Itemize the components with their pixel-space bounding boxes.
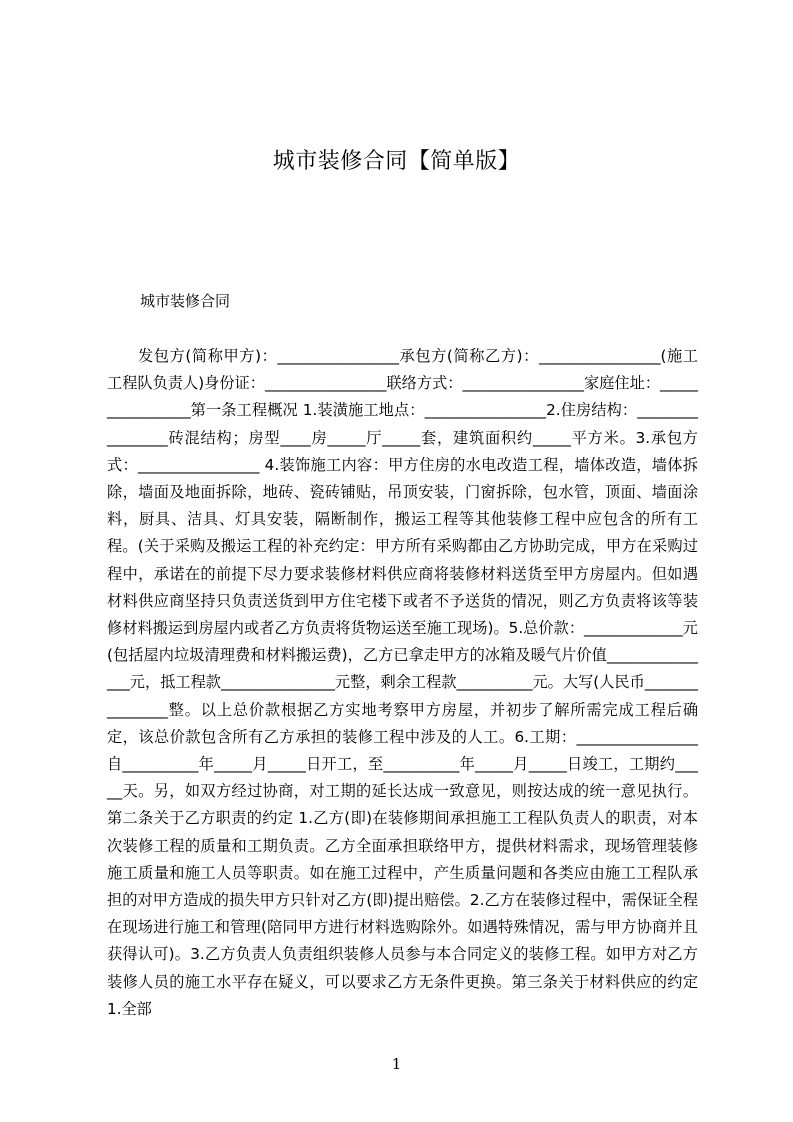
- page-number: 1: [391, 1055, 402, 1073]
- contract-body-paragraph: 发包方(简称甲方)：________________承包方(简称乙方)：________________(施工工程队负责人)身份证：________________联络方式：________________家庭住址：________________第一条工程概况 1.装潢施工地点：________________2.住房结构：________________砖混结构；房型____房_____厅_____套，建筑面积约_____平方米。3.承包方式：________________ 4.装饰施工内容：甲方住房的水电改造工程，墙体改造，墙体拆除，墙面及地面拆除，地砖、瓷砖铺贴，吊顶安装，门窗拆除，包水管，顶面、墙面涂料，厨具、洁具、灯具安装，隔断制作，搬运工程等其他装修工程中应包含的所有工程。(关于采购及搬运工程的补充约定：甲方所有采购都由乙方协助完成，甲方在采购过程中，承诺在的前提下尽力要求装修材料供应商将装修材料送货至甲方房屋内。但如遇材料供应商坚持只负责送货到甲方住宅楼下或者不予送货的情况，则乙方负责将该等装修材料搬运到房屋内或者乙方负责将货物运送至施工现场)。5.总价款：_____________元(包括屋内垃圾清理费和材料搬运费)，乙方已拿走甲方的冰箱及暖气片价值_______________元，抵工程款_______________元整，剩余工程款__________元。大写(人民币_______________整。以上总价款根据乙方实地考察甲方房屋，并初步了解所需完成工程后确定，该总价款包含所有乙方承担的装修工程中涉及的人工。6.工期：________________自__________年_____月_____日开工，至__________年_____月_____日竣工，工期约_____天。另，如双方经过协商，对工期的延长达成一致意见，则按达成的统一意见执行。第二条关于乙方职责的约定 1.乙方(即)在装修期间承担施工工程队负责人的职责，对本次装修工程的质量和工期负责。乙方全面承担联络甲方，提供材料需求，现场管理装修施工质量和施工人员等职责。如在施工过程中，产生质量问题和各类应由施工工程队承担的对甲方造成的损失甲方只针对乙方(即)提出赔偿。2.乙方在装修过程中，需保证全程在现场进行施工和管理(陪同甲方进行材料选购除外。如遇特殊情况，需与甲方协商并且获得认可)。3.乙方负责人负责组织装修人员参与本合同定义的装修工程。如甲方对乙方装修人员的施工水平存在疑义，可以要求乙方无条件更换。第三条关于材料供应的约定 1.全部: [107, 347, 698, 1018]
- document-subtitle: 城市装修合同: [140, 292, 231, 310]
- document-title: 城市装修合同【简单版】: [272, 149, 521, 174]
